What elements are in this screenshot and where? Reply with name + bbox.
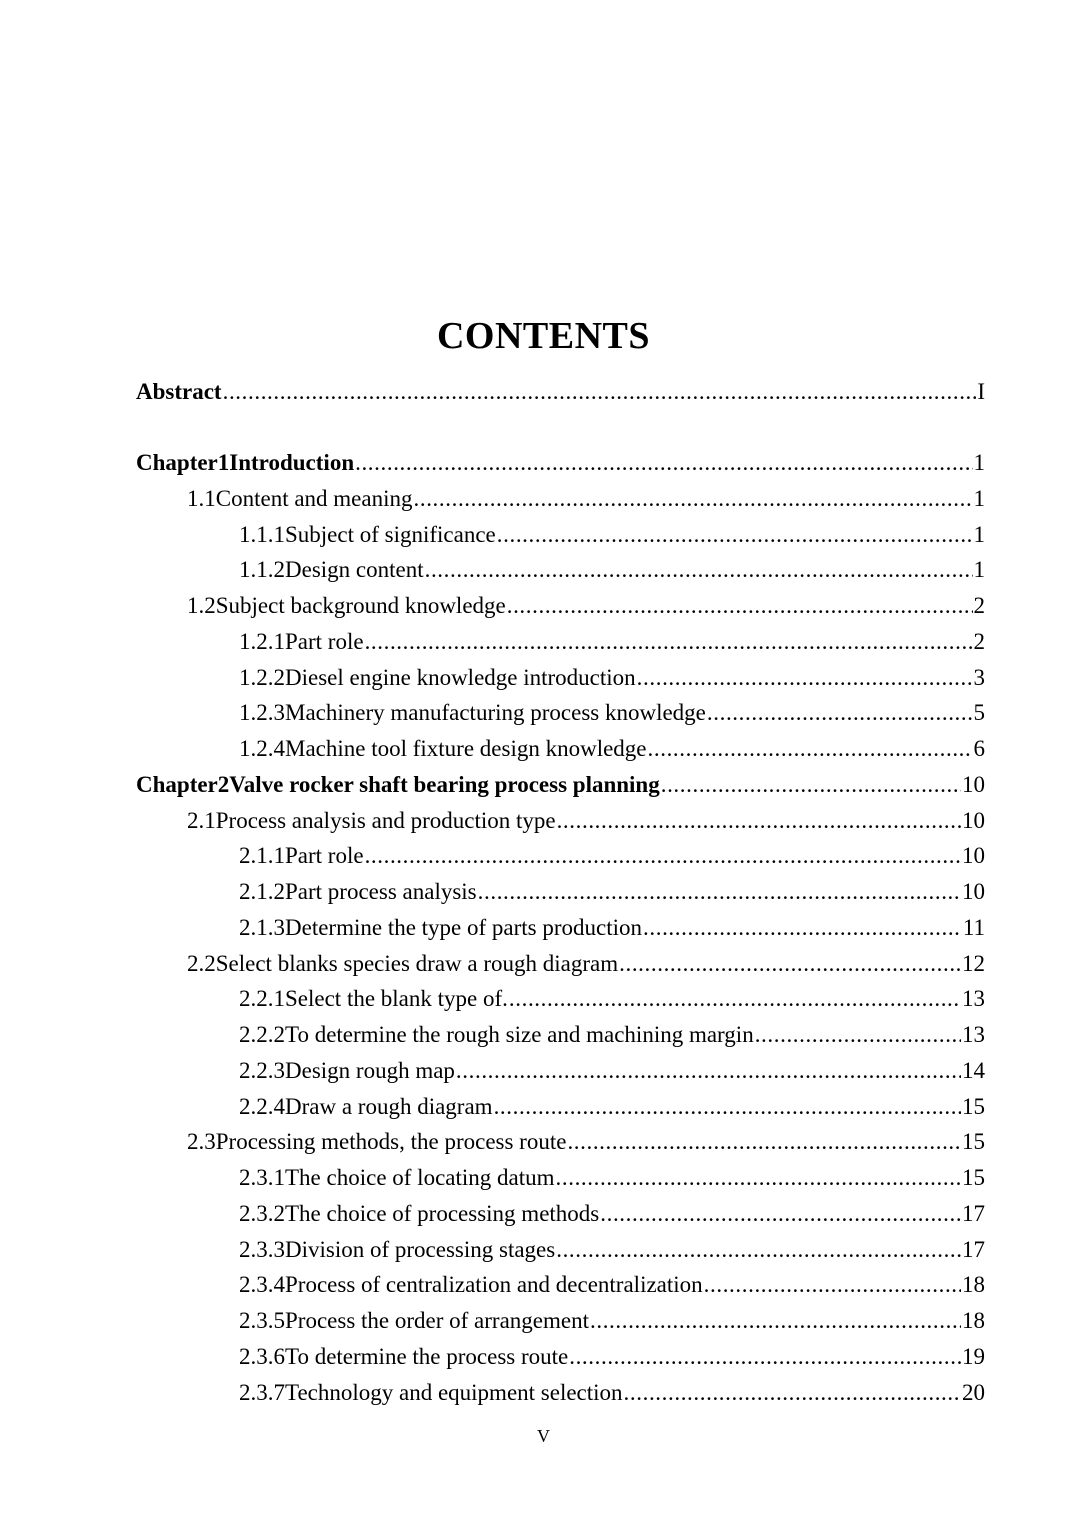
toc-entry[interactable] [187, 590, 985, 622]
toc-entry[interactable] [187, 948, 985, 980]
toc-entry-title: Process of centralization and decentralization [285, 1272, 703, 1298]
toc-leader-dots [619, 948, 961, 980]
toc-entry-page: 15 [962, 1129, 985, 1155]
toc-entry-number: 2.3.1 [239, 1165, 285, 1190]
toc-leader-dots [507, 590, 973, 622]
toc-entry-title: Machine tool fixture design knowledge [285, 736, 647, 761]
toc-leader-dots [509, 983, 961, 1015]
toc-entry-number: Chapter2 [136, 771, 230, 797]
toc-entry-title: Diesel engine knowledge introduction [285, 664, 636, 690]
toc-entry-number: 2.2.2 [239, 1022, 285, 1047]
toc-entry-title: Abstract [136, 379, 222, 404]
toc-entry-number: 2.1.2 [239, 879, 285, 904]
toc-entry-page: 18 [962, 1272, 985, 1298]
toc-leader-dots [569, 1341, 961, 1373]
toc-entry-page: 1 [973, 521, 985, 547]
toc-entry-title: Division of processing stages [285, 1236, 556, 1262]
toc-entry-page: 1 [973, 485, 985, 511]
toc-entry-title: Design rough map [285, 1057, 455, 1083]
toc-entry-title: Draw a rough diagram [285, 1093, 493, 1119]
toc-entry-title: Select blanks species draw a rough diagram [215, 950, 619, 976]
toc-entry-page: 10 [962, 771, 985, 797]
toc-entry[interactable] [239, 1305, 985, 1337]
toc-entry-page: 2 [973, 593, 985, 618]
toc-leader-dots [425, 554, 973, 586]
toc-entry-title: Introduction [229, 450, 355, 475]
toc-entry[interactable] [239, 733, 985, 765]
toc-entry-number: 2.3.4 [239, 1272, 285, 1298]
toc-leader-dots [637, 662, 973, 694]
toc-entry-page: 10 [962, 879, 985, 904]
toc-entry-number: 2.2.1 [239, 986, 285, 1012]
toc-entry-title: Design content [285, 557, 424, 583]
toc-entry[interactable] [239, 1198, 985, 1230]
toc-entry-title: To determine the rough size and machining margin [285, 1022, 754, 1047]
toc-entry-page: 19 [962, 1343, 985, 1369]
toc-leader-dots [590, 1305, 961, 1337]
toc-leader-dots [567, 1126, 961, 1158]
toc-entry-number: 1.2.1 [239, 628, 285, 654]
toc-entry-page: 14 [962, 1057, 985, 1083]
toc-entry-number: 1.2 [187, 593, 216, 618]
page-number: V [537, 1426, 550, 1446]
toc-entry[interactable] [239, 1269, 985, 1301]
toc-leader-dots [707, 697, 973, 729]
toc-leader-dots [456, 1055, 961, 1087]
toc-leader-dots [600, 1198, 961, 1230]
toc-leader-dots [494, 1091, 961, 1123]
toc-entry-page: 2 [973, 628, 985, 654]
toc-entry-title: The choice of locating datum [285, 1165, 555, 1190]
toc-leader-dots [497, 519, 973, 551]
toc-entry-title: Part process analysis [285, 879, 477, 904]
toc-entry-number: 2.3.5 [239, 1308, 285, 1333]
toc-entry[interactable] [239, 1162, 985, 1194]
toc-entry-number: 2.2.3 [239, 1057, 285, 1083]
toc-entry-number: 2.3.7 [239, 1379, 285, 1405]
toc-leader-dots [414, 483, 973, 515]
toc-entry[interactable] [239, 876, 985, 908]
toc-entry[interactable] [239, 519, 985, 551]
toc-entry-number: 1.1.1 [239, 521, 285, 547]
toc-entry-page: 13 [962, 986, 985, 1012]
toc-entry-page: 20 [962, 1379, 985, 1405]
toc-entry[interactable] [239, 1055, 985, 1087]
toc-entry-page: 17 [962, 1236, 985, 1262]
toc-entry-title: Process the order of arrangement [285, 1308, 589, 1333]
toc-entry[interactable] [239, 1377, 985, 1409]
toc-entry[interactable] [239, 554, 985, 586]
toc-entry-number: 2.2 [187, 950, 216, 976]
toc-entry[interactable] [187, 1126, 985, 1158]
toc-entry-title: Part role [285, 628, 364, 654]
toc-entry-title: Content and meaning [215, 485, 413, 511]
toc-leader-dots [624, 1377, 961, 1409]
toc-entry[interactable] [239, 840, 985, 872]
toc-entry-title: Processing methods, the process route [215, 1129, 567, 1155]
toc-entry-number: 1.1.2 [239, 557, 285, 583]
toc-leader-dots [365, 840, 961, 872]
toc-entry-page: 15 [962, 1165, 985, 1190]
toc-entry-title: Subject background knowledge [215, 593, 506, 618]
toc-entry-title: Part role [285, 843, 364, 869]
toc-entry-page: 10 [962, 807, 985, 833]
toc-entry-page: 1 [973, 450, 985, 475]
toc-entry-title: Valve rocker shaft bearing process planning [229, 771, 660, 797]
toc-entry-page: 17 [962, 1200, 985, 1226]
toc-entry[interactable] [136, 376, 985, 408]
toc-entry-page: 11 [962, 914, 985, 940]
toc-entry-page: 3 [973, 664, 985, 690]
toc-entry[interactable] [239, 1341, 985, 1373]
toc-entry-number: 2.3.2 [239, 1200, 285, 1226]
toc-entry-page: 18 [962, 1308, 985, 1333]
toc-entry-page: 13 [962, 1022, 985, 1047]
toc-entry[interactable] [136, 769, 985, 801]
toc-leader-dots [755, 1019, 961, 1051]
toc-entry-number: 2.1.3 [239, 914, 285, 940]
toc-entry[interactable] [187, 805, 985, 837]
toc-entry-number: Chapter1 [136, 450, 230, 475]
toc-entry-title: Machinery manufacturing process knowledge [285, 700, 706, 726]
toc-entry[interactable] [239, 697, 985, 729]
toc-leader-dots [643, 912, 962, 944]
page-title: CONTENTS [436, 315, 651, 357]
toc-entry-page: 6 [973, 736, 985, 761]
toc-entry-title: Select the blank type of. [285, 986, 508, 1012]
toc-entry[interactable] [187, 483, 985, 515]
toc-entry-page: 15 [962, 1093, 985, 1119]
toc-leader-dots [556, 1234, 961, 1266]
toc-entry-number: 1.2.4 [239, 736, 285, 761]
toc-entry-title: Technology and equipment selection [285, 1379, 623, 1405]
toc-entry-page: 1 [973, 557, 985, 583]
toc-entry-number: 1.2.3 [239, 700, 285, 726]
toc-entry-title: Process analysis and production type [215, 807, 556, 833]
toc-leader-dots [661, 769, 961, 801]
toc-entry[interactable] [239, 1234, 985, 1266]
toc-leader-dots [365, 626, 973, 658]
toc-entry-title: Determine the type of parts production [285, 914, 643, 940]
toc-entry-number: 2.1 [187, 807, 216, 833]
toc-entry[interactable] [239, 1019, 985, 1051]
toc-entry-page: 5 [973, 700, 985, 726]
toc-entry-page: 10 [962, 843, 985, 869]
toc-entry-number: 2.2.4 [239, 1093, 285, 1119]
toc-leader-dots [223, 376, 977, 408]
toc-entry[interactable] [239, 626, 985, 658]
toc-leader-dots [648, 733, 973, 765]
toc-entry[interactable] [239, 912, 985, 944]
toc-entry-page: 12 [962, 950, 985, 976]
toc-entry-number: 2.3.3 [239, 1236, 285, 1262]
toc-entry[interactable] [239, 983, 985, 1015]
toc-entry[interactable] [239, 662, 985, 694]
toc-entry-title: The choice of processing methods [285, 1200, 600, 1226]
toc-entry-page: I [977, 379, 985, 404]
toc-leader-dots [478, 876, 961, 908]
toc-entry-number: 1.1 [187, 485, 216, 511]
toc-entry[interactable] [136, 447, 985, 479]
toc-entry[interactable] [239, 1091, 985, 1123]
toc-entry-number: 2.1.1 [239, 843, 285, 869]
toc-entry-number: 2.3.6 [239, 1343, 285, 1369]
toc-entry-title: To determine the process route [285, 1343, 569, 1369]
toc-entry-number: 1.2.2 [239, 664, 285, 690]
toc-entry-title: Subject of significance [285, 521, 496, 547]
toc-leader-dots [704, 1269, 961, 1301]
toc-leader-dots [556, 1162, 961, 1194]
toc-leader-dots [557, 805, 961, 837]
toc-leader-dots [355, 447, 972, 479]
toc-entry-number: 2.3 [187, 1129, 216, 1155]
